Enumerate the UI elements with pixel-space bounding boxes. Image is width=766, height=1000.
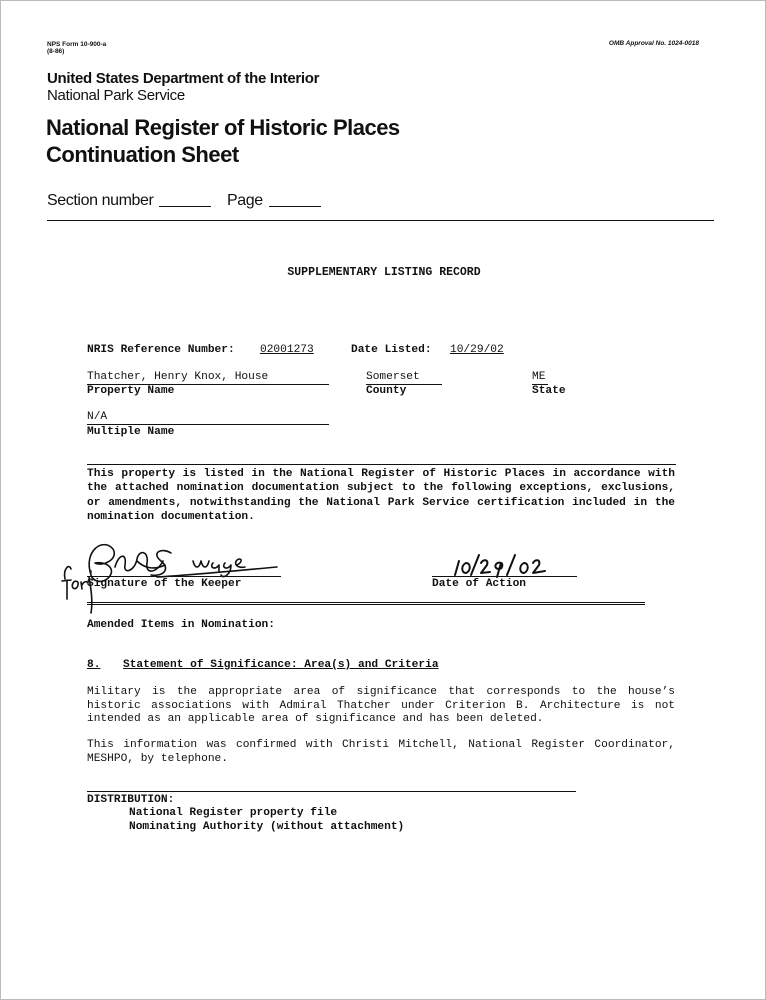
handwritten-action-date [453, 549, 563, 579]
section-number-blank [159, 206, 211, 207]
header-divider [47, 220, 714, 221]
state-value: ME [532, 371, 546, 383]
department-name: United States Department of the Interior [47, 70, 320, 87]
amendment-section-number: 8. [87, 659, 101, 671]
distribution-item: Nominating Authority (without attachment) [129, 821, 405, 833]
signature-line [87, 576, 281, 577]
double-rule [87, 602, 645, 605]
signature-label: Signature of the Keeper [87, 578, 242, 590]
omb-approval-number: Approval No. 1024-0018 [625, 40, 699, 47]
amendment-paragraph-2: This information was confirmed with Christi Mitchell, National Register Coordinator, MESHPO, by telephone. [87, 739, 675, 765]
omb-approval [609, 40, 699, 47]
section-number-label: Section number [47, 192, 154, 209]
multiple-name-underline [87, 424, 329, 425]
amended-items-label: Amended Items in Nomination: [87, 619, 275, 631]
county-label: County [366, 385, 407, 397]
county-value: Somerset [366, 371, 420, 383]
distribution-label: DISTRIBUTION: [87, 794, 175, 806]
certification-rule [87, 464, 676, 465]
register-title: National Register of Historic Places [46, 115, 400, 140]
date-listed-value: 10/29/02 [450, 344, 504, 356]
multiple-name-label: Multiple Name [87, 426, 175, 438]
form-number-text: NPS Form 10-900-a [47, 41, 107, 48]
record-title: SUPPLEMENTARY LISTING RECORD [287, 266, 481, 279]
property-name-value: Thatcher, Henry Knox, House [87, 371, 269, 383]
property-name-label: Property Name [87, 385, 175, 397]
certification-text: This property is listed in the National Register of Historic Places in accordance with the attached nomination documentation subject to the following exceptions, exclusions, or amendments, notwithstanding the National Park Service certification included in the nomination documentation. [87, 468, 675, 524]
form-date-text: (8-86) [47, 48, 65, 55]
distribution-rule [87, 791, 576, 792]
omb-prefix: OMB [608, 40, 625, 47]
agency-name: National Park Service [47, 87, 185, 104]
page-blank [269, 206, 321, 207]
amendment-heading: Statement of Significance: Area(s) and Criteria [123, 659, 439, 671]
date-of-action-label: Date of Action [432, 578, 526, 590]
nris-value: 02001273 [260, 344, 314, 356]
state-label: State [532, 385, 566, 397]
date-listed-label: Date Listed: [351, 344, 432, 356]
form-number [47, 41, 106, 55]
date-of-action-line [432, 576, 577, 577]
amendment-paragraph-1: Military is the appropriate area of significance that corresponds to the house’s historic associations with Admiral Thatcher under Criterion B. Architecture is not intended as an applicable area of significance and has been deleted. [87, 686, 675, 725]
nris-label: NRIS Reference Number: [87, 344, 235, 356]
page-label: Page [227, 192, 263, 209]
distribution-item: National Register property file [129, 807, 338, 819]
multiple-name-value: N/A [87, 411, 108, 423]
sheet-title: Continuation Sheet [46, 142, 239, 167]
